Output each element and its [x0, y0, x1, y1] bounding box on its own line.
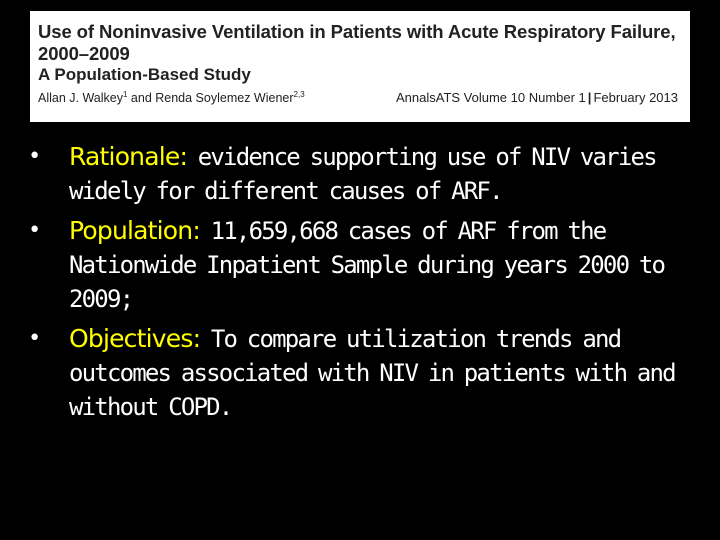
paper-title: Use of Noninvasive Ventilation in Patients with Acute Respiratory Failure, 2000–2009	[38, 21, 676, 64]
bullet-icon: •	[28, 144, 42, 169]
bullet-label: Objectives:	[69, 324, 201, 353]
journal-date: February 2013	[593, 90, 678, 106]
bullet-text: evidence supporting use of NIV varies widely for different causes of ARF.	[69, 143, 656, 205]
bullet-text: 11,659,668 cases of ARF from the Nationwide Inpatient Sample during years 2000 to 2009;	[69, 217, 665, 313]
bullet-label: Rationale:	[69, 142, 188, 171]
bullet-list	[0, 140, 720, 430]
bullet-objectives	[0, 322, 720, 424]
bullet-population	[0, 214, 720, 316]
bullet-icon: •	[28, 326, 42, 351]
bullet-rationale	[0, 140, 720, 208]
journal-volume: AnnalsATS Volume 10 Number 1	[395, 90, 586, 106]
author-connector: and	[127, 91, 156, 106]
bullet-icon: •	[28, 218, 42, 243]
bullet-label: Population:	[69, 216, 200, 245]
author-name: Renda Soylemez Wiener	[155, 91, 294, 106]
bullet-text: To compare utilization trends and outcomes associated with NIV in patients with and without COPD.	[69, 325, 675, 421]
author-affiliation: 1	[122, 90, 128, 99]
citation-row	[38, 87, 678, 106]
paper-title-card	[30, 11, 690, 122]
paper-subtitle: A Population-Based Study	[38, 65, 251, 84]
author-list	[38, 87, 305, 106]
author-affiliation: 2,3	[293, 90, 305, 99]
author-name: Allan J. Walkey	[38, 91, 123, 106]
journal-separator: |	[587, 90, 592, 106]
journal-citation	[396, 90, 678, 106]
